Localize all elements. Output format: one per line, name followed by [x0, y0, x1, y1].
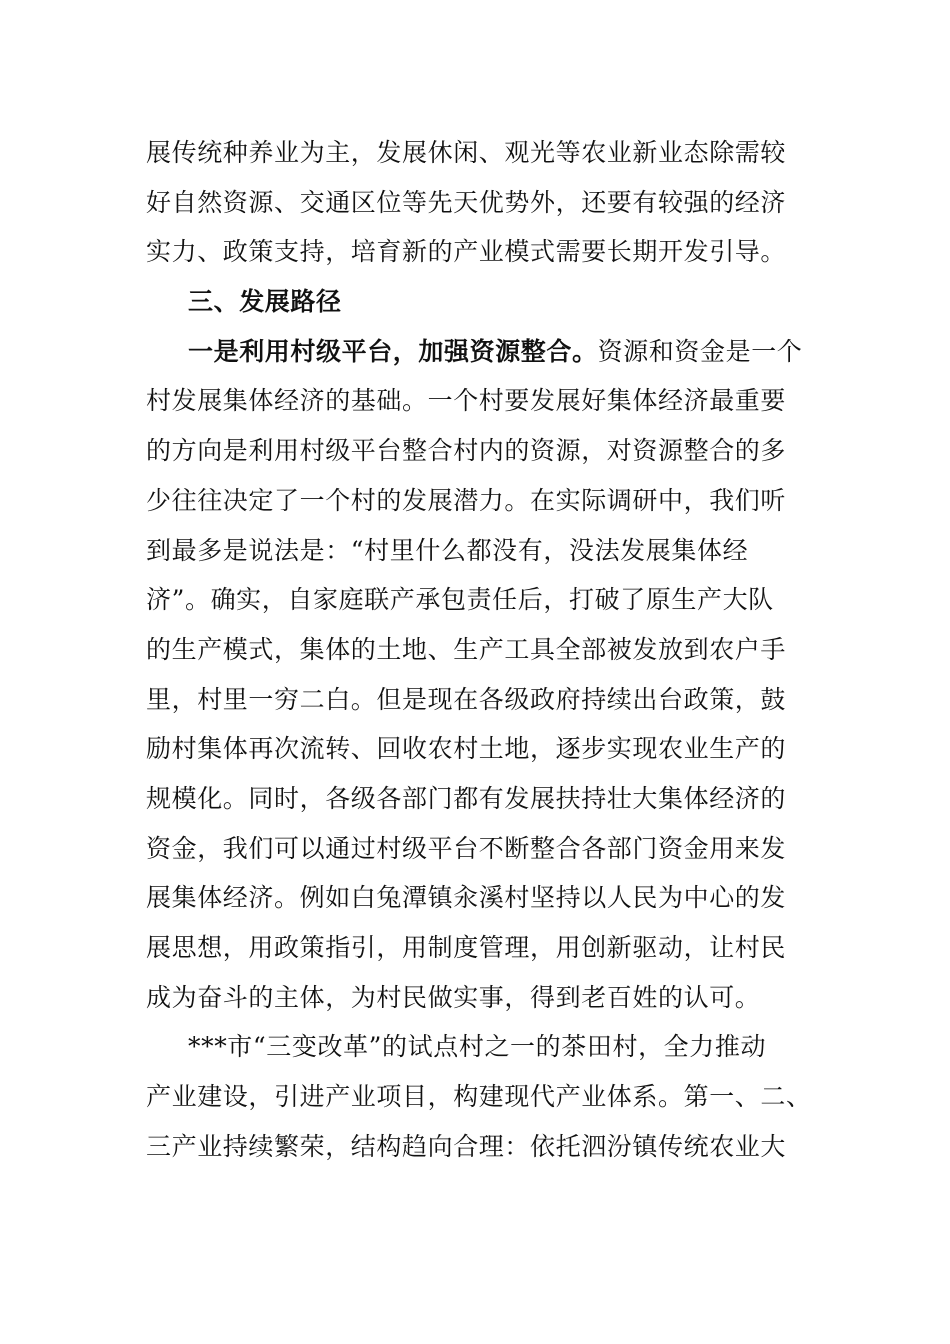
paragraph-line-1: 展传统种养业为主，发展休闲、观光等农业新业态除需较	[146, 138, 787, 167]
paragraph-line-13: 励村集体再次流转、回收农村土地，逐步实现农业生产的	[146, 734, 787, 764]
lead-sentence: 一是利用村级平台，加强资源整合。	[188, 336, 598, 366]
paragraph-line-20: 产业建设，引进产业项目，构建现代产业体系。第一、二、	[146, 1082, 812, 1112]
document-page	[146, 128, 812, 1171]
paragraph-line-8: 少往往决定了一个村的发展潜力。在实际调研中，我们听	[146, 485, 787, 515]
paragraph-line-2: 好自然资源、交通区位等先天优势外，还要有较强的经济	[146, 187, 787, 217]
paragraph-line-17: 展思想，用政策指引，用制度管理，用创新驱动，让村民	[146, 933, 787, 962]
paragraph-line-6: 村发展集体经济的基础。一个村要发展好集体经济最重要	[146, 386, 787, 416]
section-heading: 三、发展路径	[188, 287, 342, 317]
paragraph-line-9: 到最多是说法是：“村里什么都没有，没法发展集体经	[146, 535, 749, 565]
paragraph-line-lead	[146, 327, 806, 377]
paragraph-line-14: 规模化。同时，各级各部门都有发展扶持壮大集体经济的	[146, 783, 787, 813]
paragraph-line-11: 的生产模式，集体的土地、生产工具全部被发放到农户手	[146, 634, 787, 664]
paragraph-line-15: 资金，我们可以通过村级平台不断整合各部门资金用来发	[146, 833, 787, 863]
paragraph-line-18: 成为奋斗的主体，为村民做实事，得到老百姓的认可。	[146, 982, 761, 1012]
lead-continuation: 资源和资金是一个	[597, 336, 803, 366]
paragraph-line-7: 的方向是利用村级平台整合村内的资源，对资源整合的多	[146, 436, 787, 466]
paragraph-line-16: 展集体经济。例如白兔潭镇汆溪村坚持以人民为中心的发	[146, 883, 787, 913]
paragraph-line-3: 实力、政策支持，培育新的产业模式需要长期开发引导。	[146, 237, 787, 267]
paragraph-line-12: 里，村里一穷二白。但是现在各级政府持续出台政策，鼓	[146, 684, 787, 714]
paragraph-line-10: 济”。确实，自家庭联产承包责任后，打破了原生产大队	[146, 585, 774, 615]
paragraph-line-21: 三产业持续繁荣，结构趋向合理：依托泗汾镇传统农业大	[146, 1131, 787, 1161]
paragraph-line-19: ***市“三变改革”的试点村之一的茶田村，全力推动	[188, 1032, 767, 1062]
